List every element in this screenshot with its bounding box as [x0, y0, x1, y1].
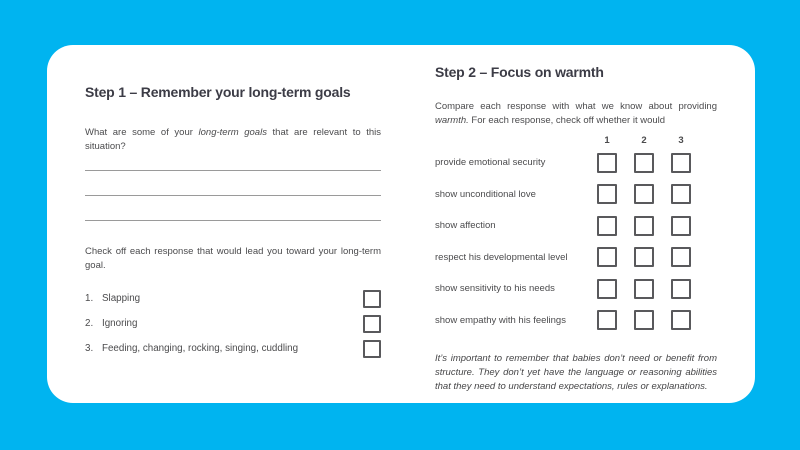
response-list [85, 289, 381, 358]
writing-line-2[interactable] [85, 195, 381, 196]
warmth-row-1 [435, 152, 717, 173]
step1-instruction: Check off each response that would lead you toward your long-term goal. [85, 246, 381, 271]
criterion-label: respect his developmental level [435, 251, 568, 263]
response-number: 2. [85, 318, 94, 329]
warmth-checkbox-1-1[interactable] [597, 153, 617, 173]
warmth-grid [435, 152, 717, 331]
column-header-3: 3 [678, 135, 684, 146]
step1-section [85, 45, 381, 364]
step1-question-pre: What are some of your [85, 127, 199, 138]
warmth-checkbox-3-2[interactable] [634, 216, 654, 236]
step1-title: Step 1 – Remember your long-term goals [85, 84, 351, 100]
warmth-checkbox-2-1[interactable] [597, 184, 617, 204]
warmth-checkbox-6-3[interactable] [671, 310, 691, 330]
warmth-checkbox-3-1[interactable] [597, 216, 617, 236]
criterion-label: show sensitivity to his needs [435, 283, 555, 294]
step2-intro [435, 100, 717, 127]
warmth-checkbox-5-2[interactable] [634, 279, 654, 299]
warmth-checkbox-6-2[interactable] [634, 310, 654, 330]
criterion-label: show unconditional love [435, 188, 536, 200]
response-label: Feeding, changing, rocking, singing, cuddling [102, 343, 299, 354]
worksheet-card [47, 45, 755, 403]
step1-question-post: that are relevant to this situation? [85, 127, 382, 152]
warmth-row-6 [435, 310, 717, 331]
step2-intro-pre: Compare each response with what we know about providing [435, 101, 717, 112]
writing-line-3[interactable] [85, 220, 381, 221]
warmth-checkbox-4-2[interactable] [634, 247, 654, 267]
warmth-row-2 [435, 184, 717, 205]
response-checkbox-3[interactable] [363, 340, 381, 358]
criterion-label: show empathy with his feelings [435, 314, 566, 326]
writing-line-1[interactable] [85, 170, 381, 171]
warmth-checkbox-5-3[interactable] [671, 279, 691, 299]
criterion-label: provide emotional security [435, 157, 546, 168]
response-number: 3. [85, 343, 94, 354]
warmth-checkbox-6-1[interactable] [597, 310, 617, 330]
step2-title: Step 2 – Focus on warmth [435, 64, 604, 80]
warmth-row-3 [435, 215, 717, 236]
warmth-checkbox-2-2[interactable] [634, 184, 654, 204]
warmth-row-4 [435, 247, 717, 268]
step1-question-italic: long-term goals [198, 127, 267, 138]
column-header-2: 2 [641, 135, 647, 146]
warmth-checkbox-4-1[interactable] [597, 247, 617, 267]
warmth-checkbox-5-1[interactable] [597, 279, 617, 299]
warmth-checkbox-4-3[interactable] [671, 247, 691, 267]
response-label: Ignoring [102, 318, 138, 329]
step2-intro-italic: warmth. [435, 114, 469, 126]
response-row-2 [85, 314, 381, 333]
response-checkbox-2[interactable] [363, 315, 381, 333]
rating-header-row [435, 134, 717, 146]
step2-intro-post: For each response, check off whether it would [468, 114, 666, 126]
warmth-checkbox-1-3[interactable] [671, 153, 691, 173]
response-checkbox-1[interactable] [363, 290, 381, 308]
warmth-checkbox-2-3[interactable] [671, 184, 691, 204]
response-label: Slapping [102, 293, 141, 304]
response-number: 1. [85, 293, 94, 304]
column-header-1: 1 [604, 135, 610, 146]
warmth-row-5 [435, 278, 717, 299]
step2-note: It’s important to remember that babies don’t need or benefit from structure. They don’t yet have the language or reasoning abilities that they need to understand expectations, rules or explanations. [435, 352, 717, 392]
criterion-label: show affection [435, 220, 496, 231]
warmth-checkbox-1-2[interactable] [634, 153, 654, 173]
step1-question [85, 126, 381, 153]
warmth-checkbox-3-3[interactable] [671, 216, 691, 236]
response-row-1 [85, 289, 381, 308]
step2-section [435, 45, 717, 394]
response-row-3 [85, 339, 381, 358]
